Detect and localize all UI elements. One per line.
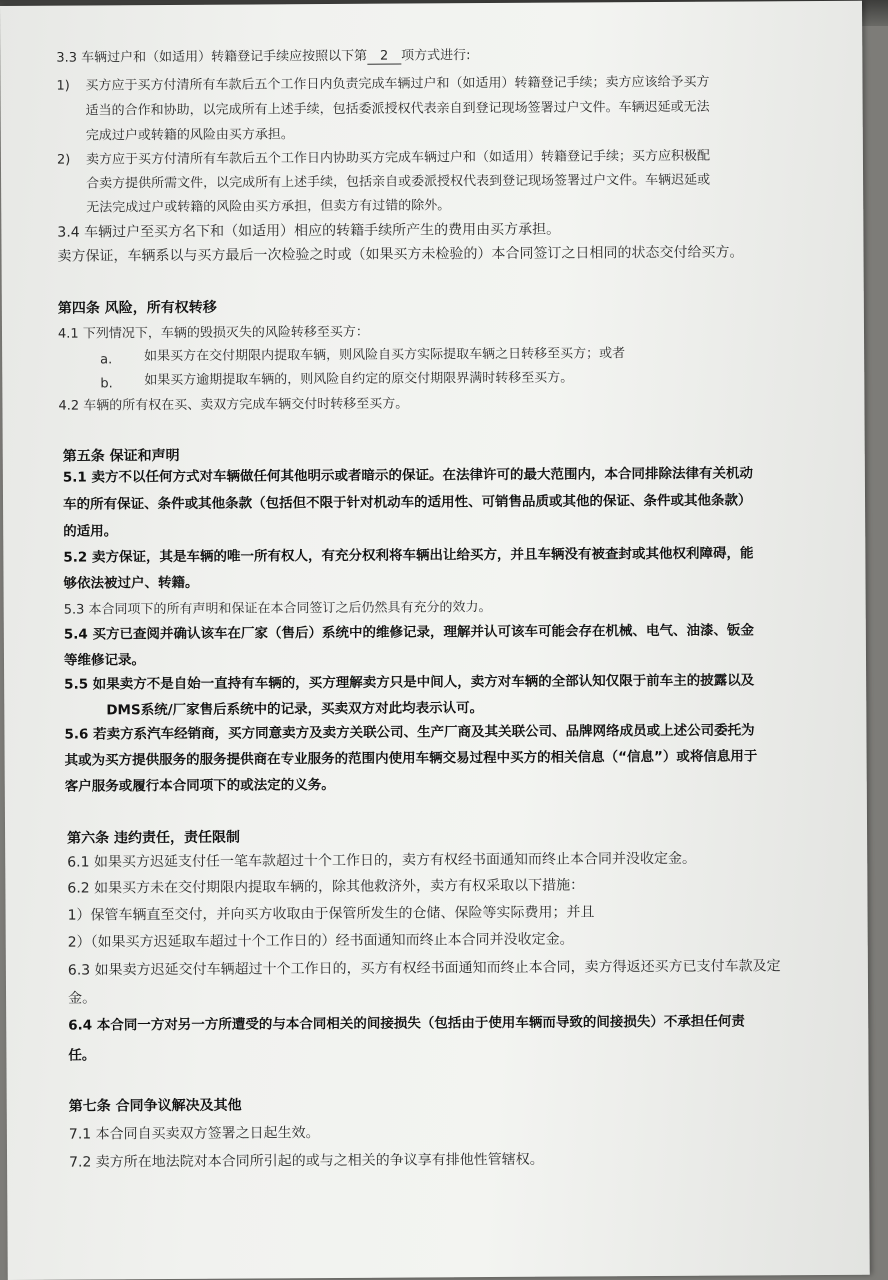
clause-6-4-line: 任。: [68, 1047, 96, 1064]
clause-3-3-1-line: 适当的合作和协助，以完成所有上述手续，包括委派授权代表亲自到登记现场签署过户文件。车辆迟延或无法: [85, 99, 710, 119]
article-5-title: 第五条 保证和声明: [62, 447, 180, 465]
clause-5-1-line: 车的所有保证、条件或其他条款（包括但不限于针对机动车的适用性、可销售品质或其他的保证、条件或其他条款）: [62, 492, 752, 513]
clause-5-4-line: 5.4 买方已查阅并确认该车在厂家（售后）系统中的维修记录，理解并认可该车可能会存在机械、电气、油漆、钣金: [63, 622, 755, 643]
clause-7-2: 7.2 卖方所在地法院对本合同所引起的或与之相关的争议享有排他性管辖权。: [69, 1151, 544, 1171]
clause-6-2-2: 2）（如果买方迟延取车超过十个工作日的）经书面通知而终止本合同并没收定金。: [67, 931, 574, 951]
clause-3-3-prefix: 3.3 车辆过户和（如适用）转籍登记手续应按照以下第: [56, 48, 368, 66]
clause-3-3-2-line: 合卖方提供所需文件，以完成所有上述手续，包括亲自或委派授权代表到登记现场签署过户文件。车辆迟延或: [86, 172, 711, 192]
clause-3-3-suffix: 项方式进行:: [401, 48, 471, 64]
clause-3-3: [56, 49, 470, 67]
article-6-title: 第六条 违约责任，责任限制: [67, 829, 241, 847]
clause-6-3-line: 金。: [68, 990, 97, 1007]
clause-3-3-2-marker: 2): [56, 152, 71, 168]
clause-5-1-line: 5.1 卖方不以任何方式对车辆做任何其他明示或者暗示的保证。在法律许可的最大范围内，本合同排除法律有关机动: [62, 465, 754, 486]
clause-6-3-line: 6.3 如果卖方迟延交付车辆超过十个工作日的，买方有权经书面通知而终止本合同，卖方得返还买方已支付车款及定: [67, 958, 781, 979]
clause-5-2-line: 5.2 卖方保证，其是车辆的唯一所有权人，有充分权利将车辆出让给买方，并且车辆没有被查封或其他权利障碍，能: [63, 545, 754, 566]
clause-4-1-b-marker: b.: [100, 376, 113, 392]
clause-6-2-1: 1）保管车辆直至交付，并向买方收取由于保管所发生的仓储、保险等实际费用；并且: [67, 904, 595, 924]
clause-5-4-line: 等维修记录。: [63, 652, 146, 669]
clause-3-3-2-line: 卖方应于买方付清所有车款后五个工作日内协助买方完成车辆过户和（如适用）转籍登记手续；买方应积极配: [85, 148, 710, 168]
article-7-title: 第七条 合同争议解决及其他: [68, 1097, 242, 1115]
clause-4-1-b: 如果买方逾期提取车辆的，则风险自约定的原交付期限界满时转移至买方。: [144, 370, 574, 389]
clause-6-1: 6.1 如果买方迟延支付任一笔车款超过十个工作日的，卖方有权经书面通知而终止本合同并没收定金。: [67, 850, 696, 871]
clause-6-2: 6.2 如果买方未在交付期限内提取车辆的，除其他救济外，卖方有权采取以下措施：: [67, 877, 585, 897]
clause-4-1-a-marker: a.: [100, 352, 113, 368]
clause-5-2-line: 够依法被过户、转籍。: [63, 574, 199, 592]
clause-3-3-blank-value: 2: [367, 50, 401, 66]
clause-5-5-line: DMS系统/厂家售后系统中的记录，买卖双方对此均表示认可。: [106, 700, 484, 719]
clause-5-6-line: 其或为买方提供服务的服务提供商在专业服务的范围内使用车辆交易过程中买方的相关信息（“信息”）或将信息用于: [64, 748, 758, 769]
clause-5-1-line: 的适用。: [63, 523, 118, 540]
clause-5-5-line: 5.5 如果卖方不是自始一直持有车辆的，买方理解卖方只是中间人，卖方对车辆的全部认知仅限于前车主的披露以及: [64, 672, 755, 693]
clause-5-6-line: 客户服务或履行本合同项下的或法定的义务。: [64, 776, 335, 795]
contract-page: [0, 1, 870, 1280]
clause-3-3-1-marker: 1): [56, 78, 70, 94]
clause-7-1: 7.1 本合同自买卖双方签署之日起生效。: [68, 1125, 320, 1143]
clause-3-4: 3.4 车辆过户至买方名下和（如适用）相应的转籍手续所产生的费用由买方承担。: [57, 221, 561, 241]
article-4-title: 第四条 风险，所有权转移: [57, 299, 217, 317]
clause-6-4-line: 6.4 本合同一方对另一方所遭受的与本合同相关的间接损失（包括由于使用车辆而导致的间接损失）不承担任何责: [68, 1013, 745, 1034]
clause-5-6-line: 5.6 若卖方系汽车经销商，买方同意卖方及卖方关联公司、生产厂商及其关联公司、品牌网络成员或上述公司委托为: [64, 722, 755, 743]
clause-3-3-2-line: 无法完成过户或转籍的风险由买方承担，但卖方有过错的除外。: [86, 198, 451, 216]
clause-4-1: 4.1 下列情况下，车辆的毁损灭失的风险转移至买方：: [57, 324, 369, 342]
clause-3-warranty: 卖方保证，车辆系以与买方最后一次检验之时或（如果买方未检验的）本合同签订之日相同的状态交付给买方。: [57, 244, 744, 265]
clause-5-3: 5.3 本合同项下的所有声明和保证在本合同签订之后仍然具有充分的效力。: [63, 600, 492, 618]
clause-4-2: 4.2 车辆的所有权在买、卖双方完成车辆交付时转移至买方。: [58, 396, 409, 414]
clause-3-3-1-line: 买方应于买方付清所有车款后五个工作日内负责完成车辆过户和（如适用）转籍登记手续；卖方应该给予买方: [85, 74, 710, 94]
clause-4-1-a: 如果买方在交付期限内提取车辆，则风险自买方实际提取车辆之日转移至买方；或者: [144, 346, 626, 365]
clause-3-3-1-line: 完成过户或转籍的风险由买方承担。: [85, 127, 294, 144]
